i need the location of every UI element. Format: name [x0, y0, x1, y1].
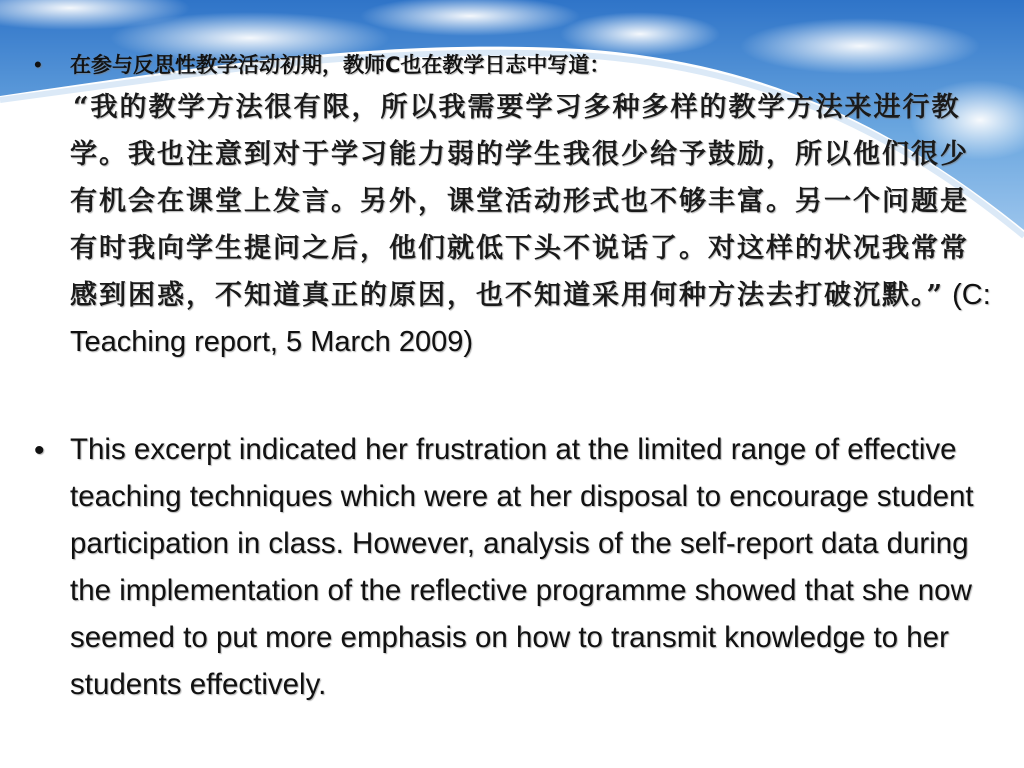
quote-text: “我的教学方法很有限，所以我需要学习多种多样的教学方法来进行教学。我也注意到对于学习能力弱的学生我很少给予鼓励，所以他们很少有机会在课堂上发言。另外，课堂活动形式也不够丰富。另一个问题是有时我向学生提问之后，他们就低下头不说话了。对这样的状况我常常感到困惑，不知道真正的原因，也不知道采用何种方法去打破沉默。” — [70, 92, 969, 311]
bullet-item-2 — [0, 424, 1024, 754]
citation: (C: Teaching report, 5 March 2009) — [70, 279, 991, 358]
bullet-marker: • — [34, 434, 45, 467]
bullet-marker: • — [34, 52, 42, 77]
bullet-item-1 — [0, 46, 1024, 418]
teaching-log-quote — [70, 84, 995, 366]
intro-line: 在参与反思性教学活动初期，教师C也在教学日志中写道： — [70, 53, 611, 77]
analysis-paragraph: This excerpt indicated her frustration at the limited range of effective teaching techniques which were at her disposal to encourage student participation in class. However, analysis of the self-report data during the implementation of the reflective programme showed that she now seemed to put more emphasis on how to transmit knowledge to her students effectively. — [70, 433, 974, 701]
